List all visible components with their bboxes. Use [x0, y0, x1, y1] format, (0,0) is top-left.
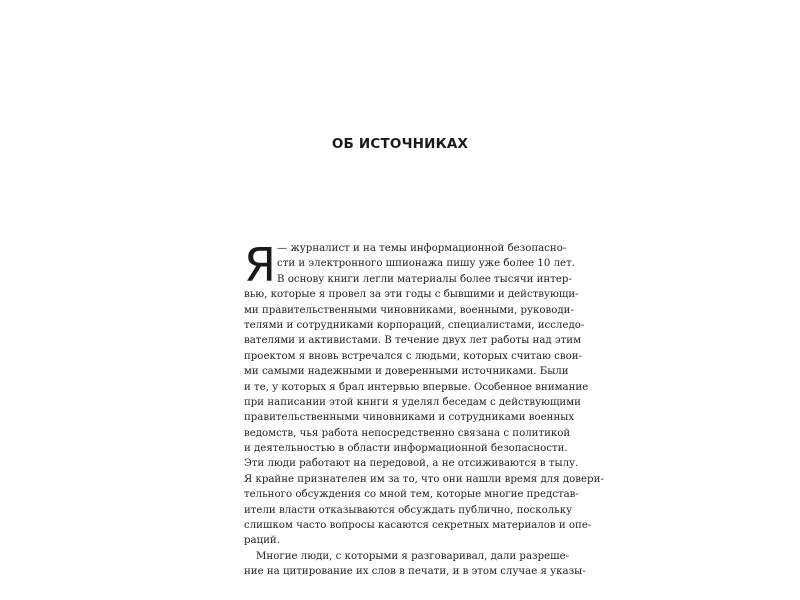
text-line: — журналист и на темы информационной безопасно-	[277, 243, 567, 254]
chapter-title: ОБ ИСТОЧНИКАХ	[331, 136, 469, 152]
text-line: ми самыми надежными и доверенными источниками. Были	[244, 366, 569, 378]
text-line: тельного обсуждения со мной тем, которые многие представ-	[244, 489, 579, 501]
text-line: ние на цитирование их слов в печати, и в этом случае я указы-	[244, 566, 586, 578]
text-line: ведомств, чья работа непосредственно связана с политикой	[244, 427, 571, 439]
text-line: вателями и активистами. В течение двух лет работы над этим	[244, 335, 581, 347]
text-line: Я крайне признателен им за то, что они нашли время для довери-	[244, 473, 604, 485]
body-text	[244, 238, 604, 580]
text-line: Многие люди, с которыми я разговаривал, дали разреше-	[256, 550, 570, 562]
text-line: вью, которые я провел за эти годы с бывшими и действующи-	[244, 289, 579, 301]
text-line: ми правительственными чиновниками, военными, руководи-	[244, 304, 574, 316]
text-line: телями и сотрудниками корпораций, специалистами, исследо-	[244, 319, 585, 331]
paragraph-2	[244, 549, 586, 580]
paragraph-1	[244, 238, 604, 549]
text-line: сти и электронного шпионажа пишу уже более 10 лет.	[277, 258, 575, 270]
text-line: раций.	[244, 535, 280, 547]
text-line: ители власти отказываются обсуждать публично, поскольку	[244, 504, 573, 516]
drop-cap: Я	[244, 238, 276, 292]
text-line: В основу книги легли материалы более тысячи интер-	[277, 273, 572, 285]
text-line: Эти люди работают на передовой, а не отсиживаются в тылу.	[244, 458, 579, 470]
text-line: и те, у которых я брал интервью впервые. Особенное внимание	[244, 381, 589, 393]
text-line: проектом я вновь встречался с людьми, которых считаю свои-	[244, 350, 582, 362]
text-line: правительственными чиновниками и сотрудниками военных	[244, 412, 575, 424]
text-line: слишком часто вопросы касаются секретных материалов и опе-	[244, 520, 592, 532]
text-line: при написании этой книги я уделял беседам с действующими	[244, 396, 581, 408]
text-line: и деятельностью в области информационной безопасности.	[244, 443, 568, 455]
